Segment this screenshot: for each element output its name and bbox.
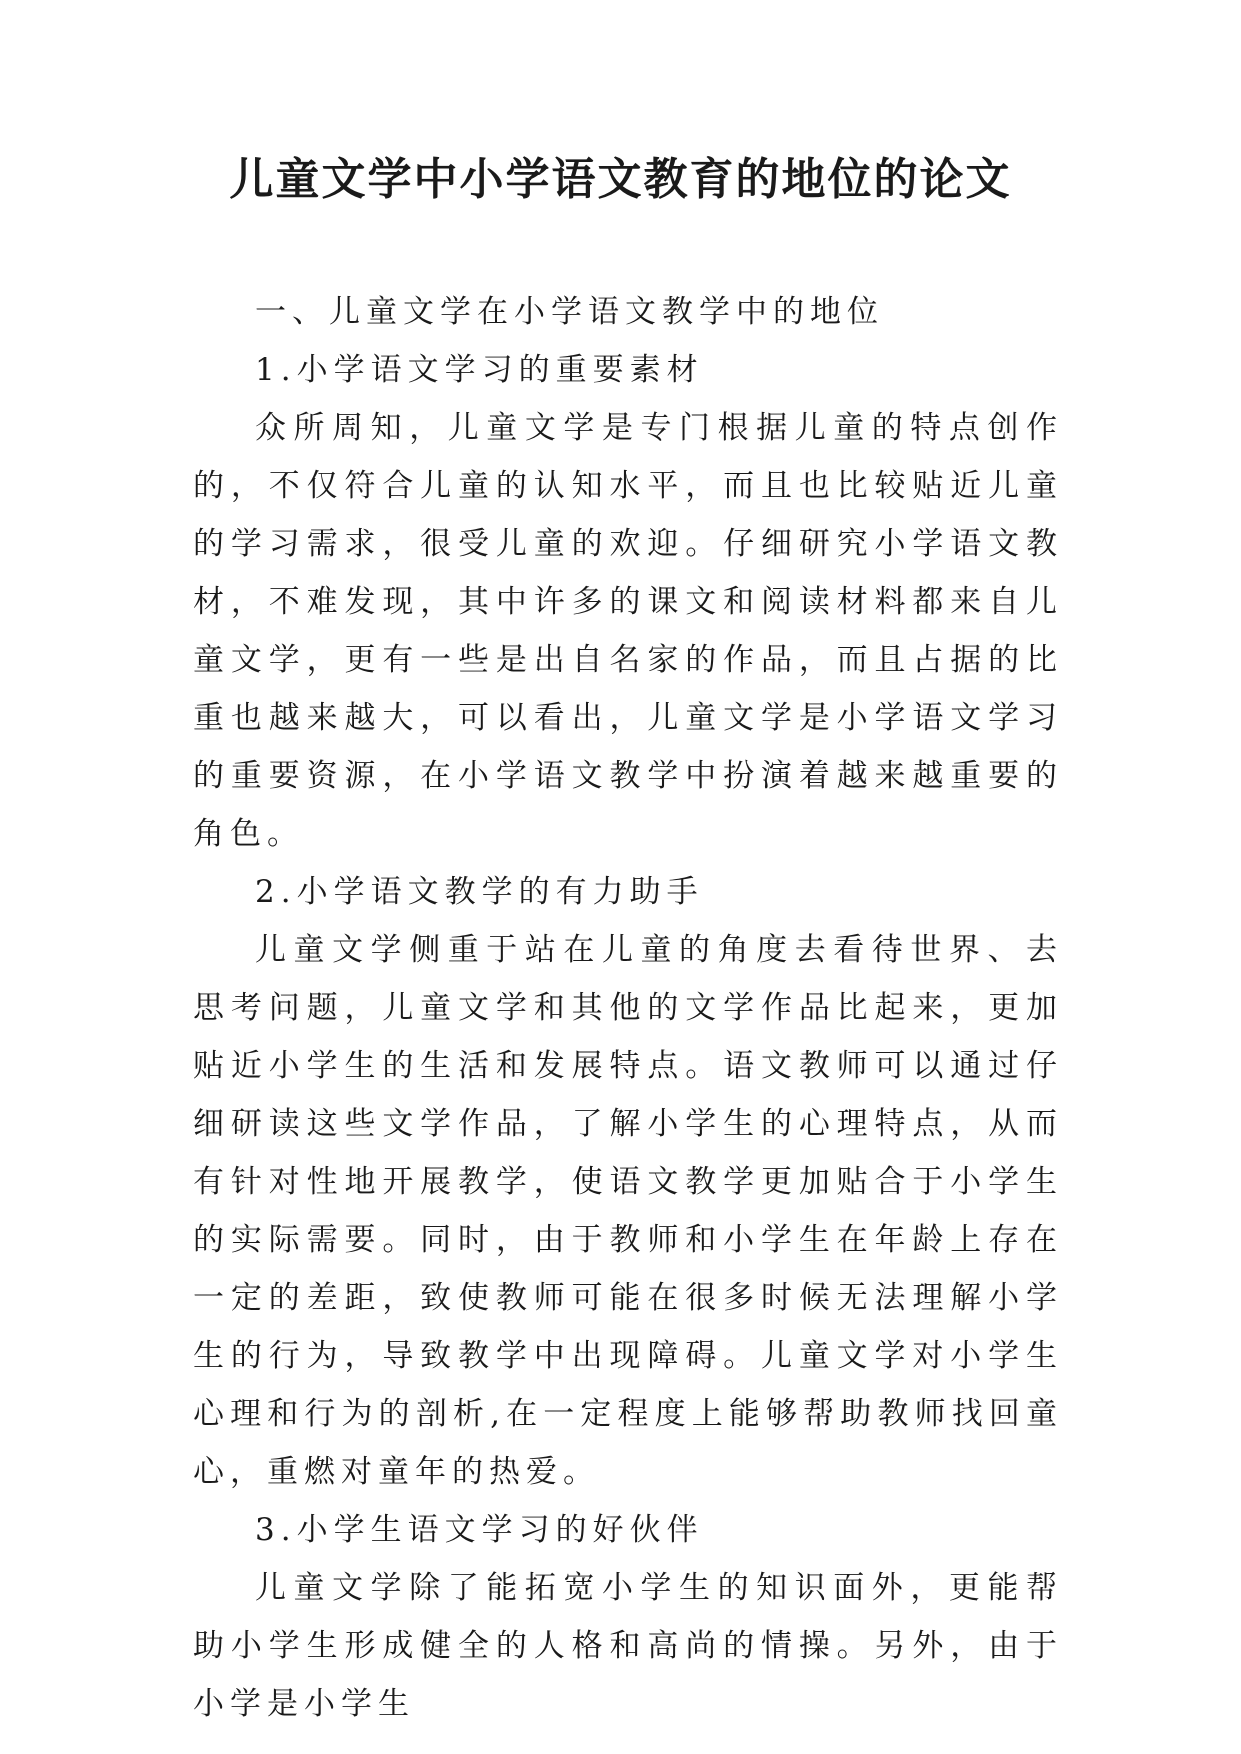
paragraph-2: 儿童文学侧重于站在儿童的角度去看待世界、去思考问题，儿童文学和其他的文学作品比起来，更加贴近小学生的生活和发展特点。语文教师可以通过仔细研读这些文学作品，了解小学生的心理特点，从而有针对性地开展教学，使语文教学更加贴合于小学生的实际需要。同时，由于教师和小学生在年龄上存在一定的差距，致使教师可能在很多时候无法理解小学生的行为，导致教学中出现障碍。儿童文学对小学生心理和行为的剖析,在一定程度上能够帮助教师找回童心，重燃对童年的热爱。 — [193, 932, 1063, 1490]
paragraph-1: 众所周知，儿童文学是专门根据儿童的特点创作的，不仅符合儿童的认知水平，而且也比较贴近儿童的学习需求，很受儿童的欢迎。仔细研究小学语文教材，不难发现，其中许多的课文和阅读材料都来自儿童文学，更有一些是出自名家的作品，而且占据的比重也越来越大，可以看出，儿童文学是小学语文学习的重要资源，在小学语文教学中扮演着越来越重要的角色。 — [193, 410, 1063, 852]
document-body — [193, 283, 1063, 1733]
document-title: 儿童文学中小学语文教育的地位的论文 — [229, 154, 1012, 205]
subsection-heading-1: 1.小学语文学习的重要素材 — [255, 352, 704, 388]
subsection-heading-3: 3.小学生语文学习的好伙伴 — [255, 1512, 704, 1548]
section-heading-1: 一、儿童文学在小学语文教学中的地位 — [255, 294, 884, 330]
paragraph-3: 儿童文学除了能拓宽小学生的知识面外，更能帮助小学生形成健全的人格和高尚的情操。另外，由于小学是小学生 — [193, 1570, 1063, 1722]
subsection-heading-2: 2.小学语文教学的有力助手 — [255, 874, 704, 910]
